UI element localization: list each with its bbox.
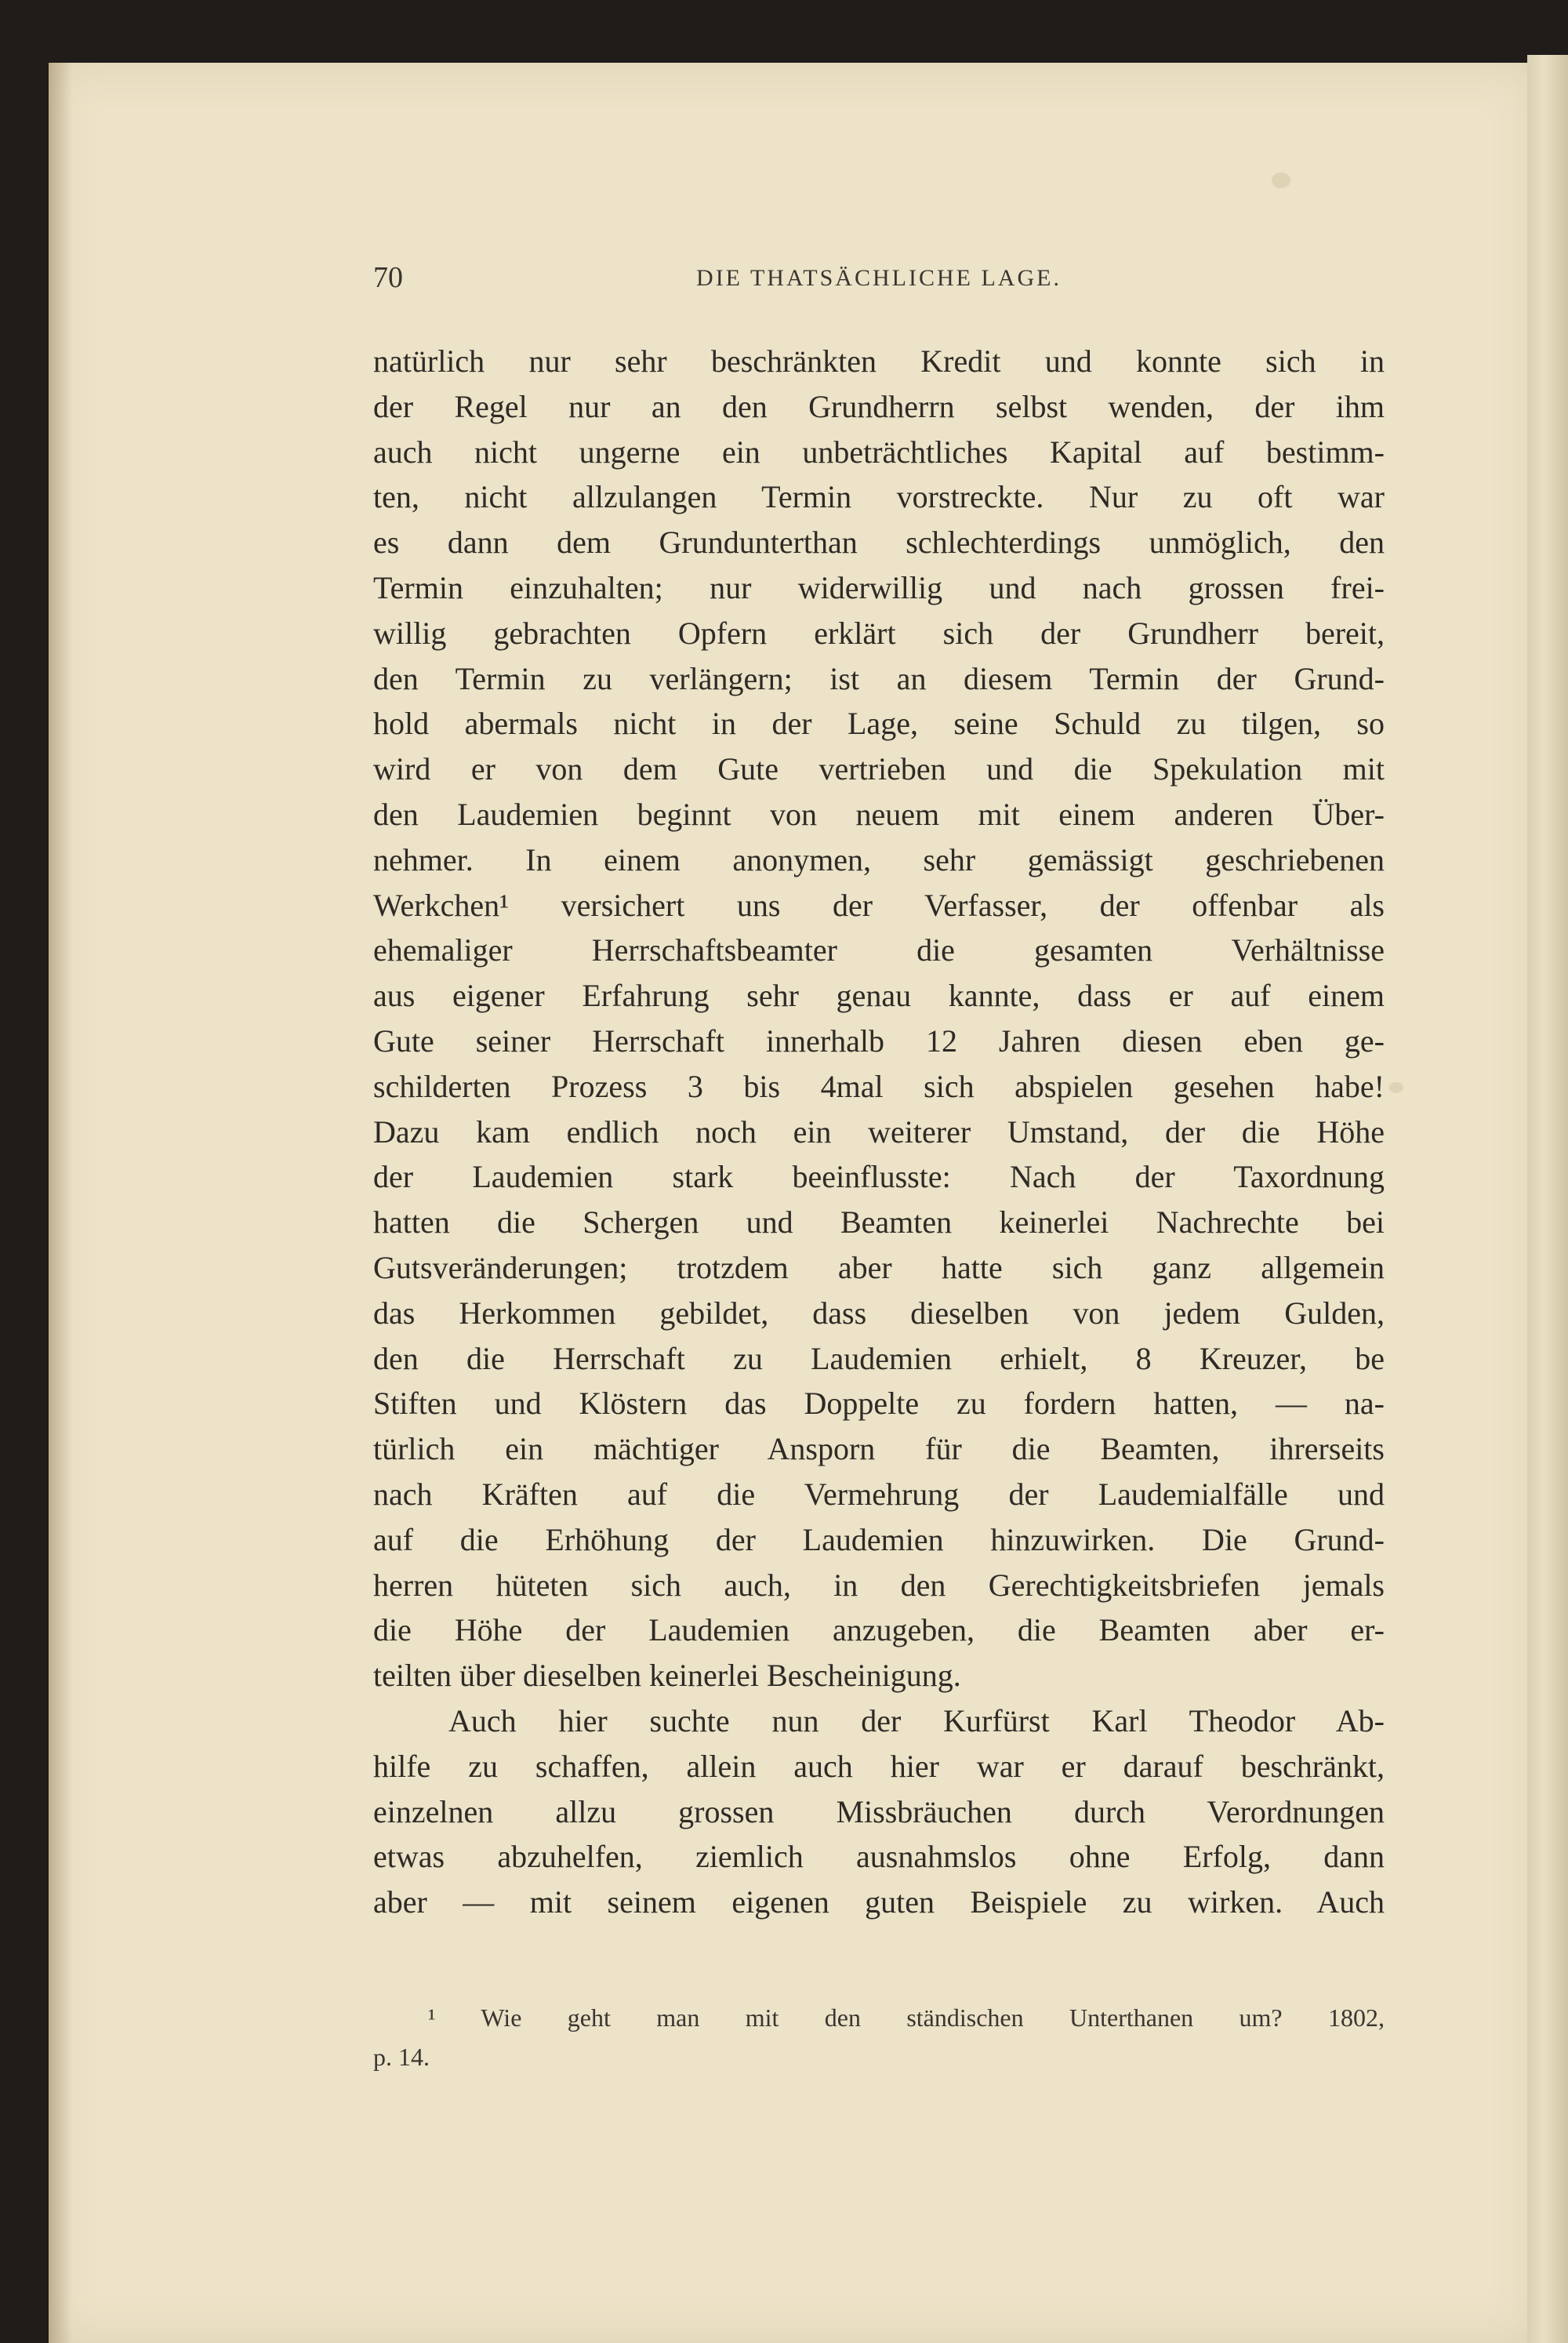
text-line: teilten über dieselben keinerlei Bescheinigung. [373,1658,961,1694]
text-line: es dann dem Grundunterthan schlechterdings unmöglich, den [373,525,1385,561]
text-line: der Regel nur an den Grundherrn selbst wenden, der ihm [373,388,1385,424]
text-line: Gute seiner Herrschaft innerhalb 12 Jahren diesen eben ge- [373,1023,1385,1059]
text-line: wird er von dem Gute vertrieben und die Spekulation mit [373,751,1385,787]
body-text [373,339,1385,1925]
text-line: Dazu kam endlich noch ein weiterer Umstand, der die Höhe [373,1113,1385,1150]
footnote-line: p. 14. [373,2043,430,2071]
text-line: hilfe zu schaffen, allein auch hier war er darauf beschränkt, [373,1748,1385,1784]
text-line: nach Kräften auf die Vermehrung der Laudemialfälle und [373,1476,1385,1512]
text-line: Gutsveränderungen; trotzdem aber hatte sich ganz allgemein [373,1249,1385,1285]
text-line: herren hüteten sich auch, in den Gerechtigkeitsbriefen jemals [373,1567,1385,1603]
page-edge [1527,55,1568,2343]
foxing-spot [1272,173,1290,188]
text-line: der Laudemien stark beeinflusste: Nach der Taxordnung [373,1159,1385,1195]
footnote [373,1998,1385,2076]
text-line: den Termin zu verlängern; ist an diesem Termin der Grund- [373,660,1385,696]
text-line: Termin einzuhalten; nur widerwillig und nach grossen frei- [373,569,1385,605]
footnote-line: ¹ Wie geht man mit den ständischen Unterthanen um? 1802, [428,2003,1385,2032]
text-line: auf die Erhöhung der Laudemien hinzuwirken. Die Grund- [373,1521,1385,1557]
page-number: 70 [373,261,403,294]
running-title: DIE THATSÄCHLICHE LAGE. [696,265,1062,291]
text-line: nehmer. In einem anonymen, sehr gemässigt geschriebenen [373,841,1385,877]
text-line: die Höhe der Laudemien anzugeben, die Beamten aber er- [373,1612,1385,1648]
text-line: Auch hier suchte nun der Kurfürst Karl Theodor Ab- [448,1702,1385,1738]
text-line: den die Herrschaft zu Laudemien erhielt, 8 Kreuzer, be [373,1340,1385,1376]
text-line: aber — mit seinem eigenen guten Beispiele zu wirken. Auch [373,1884,1385,1920]
text-line: auch nicht ungerne ein unbeträchtliches Kapital auf bestimm- [373,434,1385,470]
text-line: ten, nicht allzulangen Termin vorstreckte. Nur zu oft war [373,479,1385,515]
text-line: ehemaliger Herrschaftsbeamter die gesamten Verhältnisse [373,932,1385,968]
foxing-spot [1389,1082,1403,1093]
text-line: Werkchen¹ versichert uns der Verfasser, der offenbar als [373,887,1385,923]
text-line: aus eigener Erfahrung sehr genau kannte, dass er auf einem [373,978,1385,1014]
running-header [373,260,1385,301]
text-line: schilderten Prozess 3 bis 4mal sich abspielen gesehen habe! [373,1068,1385,1104]
text-line: willig gebrachten Opfern erklärt sich der Grundherr bereit, [373,615,1385,651]
page-gutter-shadow [49,63,72,2343]
text-line: das Herkommen gebildet, dass dieselben von jedem Gulden, [373,1295,1385,1331]
text-line: etwas abzuhelfen, ziemlich ausnahmslos ohne Erfolg, dann [373,1839,1385,1875]
text-line: türlich ein mächtiger Ansporn für die Beamten, ihrerseits [373,1431,1385,1467]
text-line: einzelnen allzu grossen Missbräuchen durch Verordnungen [373,1793,1385,1829]
text-line: Stiften und Klöstern das Doppelte zu fordern hatten, — na- [373,1386,1385,1422]
text-line: hold abermals nicht in der Lage, seine Schuld zu tilgen, so [373,706,1385,742]
text-line: den Laudemien beginnt von neuem mit einem anderen Über- [373,796,1385,832]
text-line: natürlich nur sehr beschränkten Kredit und konnte sich in [373,343,1385,379]
text-line: hatten die Schergen und Beamten keinerlei Nachrechte bei [373,1204,1385,1241]
